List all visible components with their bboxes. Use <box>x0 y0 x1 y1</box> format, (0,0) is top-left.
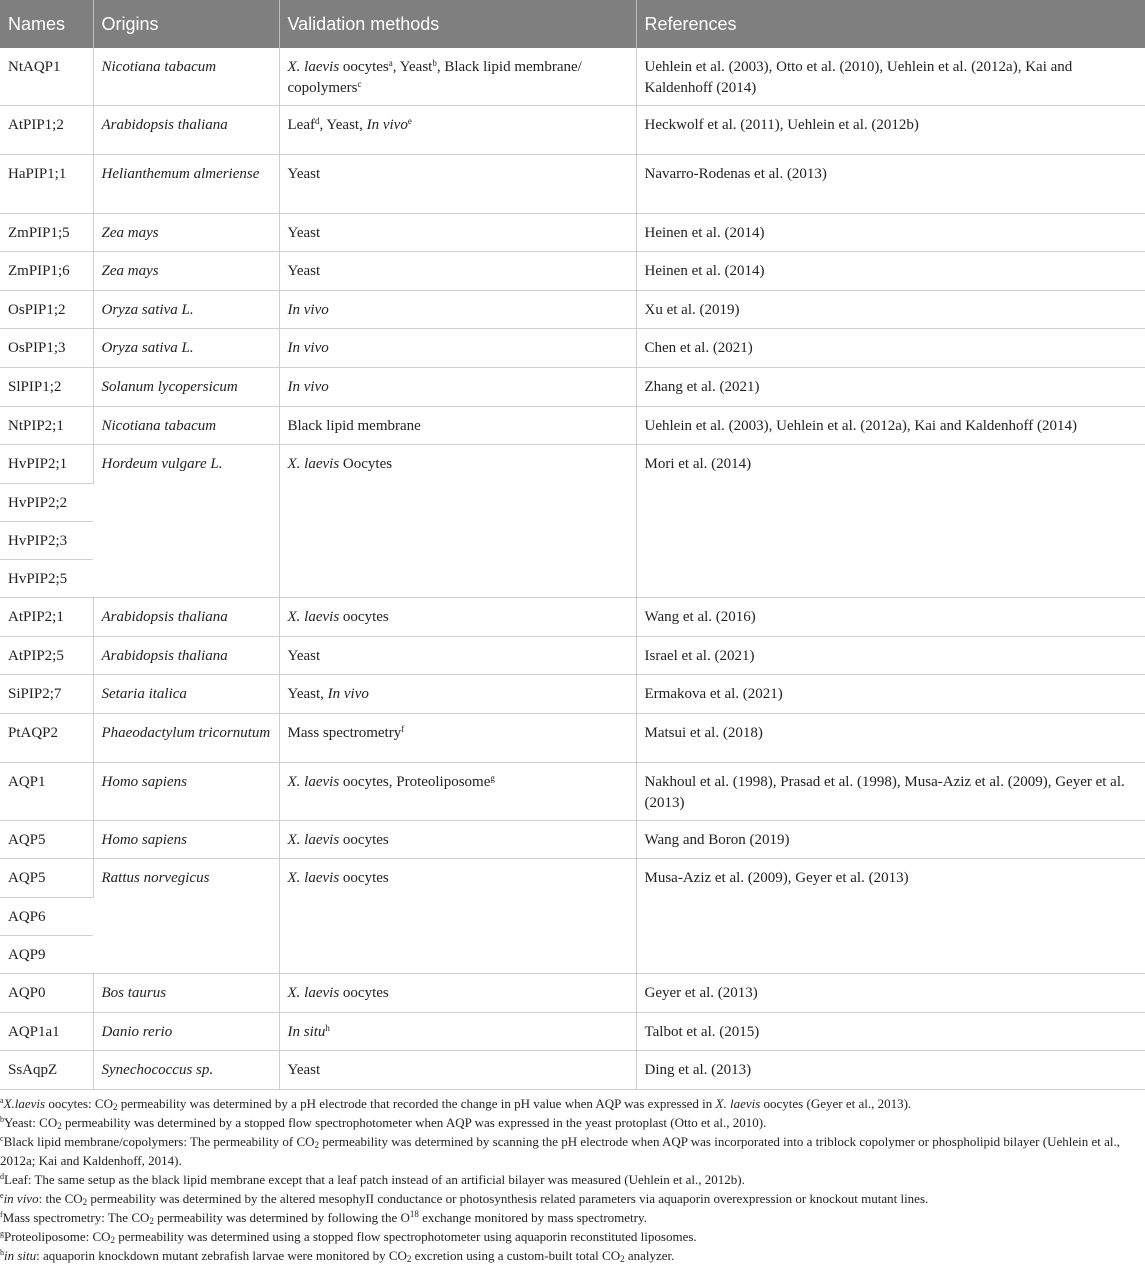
text-run: X. laevis <box>287 985 340 1001</box>
table-row <box>0 974 1145 1013</box>
cell-references: Talbot et al. (2015) <box>636 1013 1145 1051</box>
text-run: oocytes (Geyer et al., 2013). <box>760 1096 912 1111</box>
text-run: oocytes <box>339 985 389 1001</box>
text-run: Yeast <box>287 1062 321 1078</box>
text-run: Oocytes <box>339 456 393 472</box>
table-row <box>0 859 1145 898</box>
subscript: 2 <box>57 1121 62 1131</box>
cell-name: AQP9 <box>0 936 93 974</box>
cell-origin: Bos taurus <box>93 974 279 1013</box>
cell-validation-methods <box>279 974 636 1013</box>
cell-references: Mori et al. (2014) <box>636 445 1145 598</box>
cell-name: ZmPIP1;6 <box>0 252 93 291</box>
footnote <box>0 1094 1145 1113</box>
cell-origin: Nicotiana tabacum <box>93 407 279 445</box>
cell-references: Wang and Boron (2019) <box>636 821 1145 859</box>
cell-name: OsPIP1;3 <box>0 329 93 368</box>
footnote-marker: e <box>407 116 412 126</box>
text-run: in vivo <box>3 1191 39 1206</box>
cell-name: HvPIP2;5 <box>0 560 93 598</box>
cell-validation-methods <box>279 368 636 407</box>
cell-references: Uehlein et al. (2003), Uehlein et al. (2012a), Kai and Kaldenhoff (2014) <box>636 407 1145 445</box>
cell-name: AtPIP2;1 <box>0 598 93 637</box>
cell-validation-methods <box>279 1013 636 1051</box>
cell-references: Geyer et al. (2013) <box>636 974 1145 1013</box>
text-run: X. laevis <box>287 774 340 790</box>
text-run: Proteoliposome: CO <box>4 1229 111 1244</box>
subscript: 2 <box>149 1216 154 1226</box>
text-run: In vivo <box>366 117 408 133</box>
cell-origin: Nicotiana tabacum <box>93 48 279 106</box>
footnote <box>0 1189 1145 1208</box>
cell-origin: Homo sapiens <box>93 821 279 859</box>
text-run: In situ <box>287 1024 326 1040</box>
text-run: X. laevis <box>287 59 340 75</box>
table-row <box>0 155 1145 214</box>
cell-references: Heinen et al. (2014) <box>636 214 1145 252</box>
cell-validation-methods <box>279 155 636 214</box>
footnote-marker: c <box>357 79 362 89</box>
table-row <box>0 637 1145 675</box>
table-row <box>0 368 1145 407</box>
footnote-marker: d <box>314 116 320 126</box>
text-run: : the CO <box>38 1191 83 1206</box>
text-run: In vivo <box>287 379 329 395</box>
cell-references: Israel et al. (2021) <box>636 637 1145 675</box>
cell-references: Navarro-Rodenas et al. (2013) <box>636 155 1145 214</box>
table-header-row <box>0 0 1145 48</box>
footnote <box>0 1227 1145 1246</box>
header-validation-methods: Validation methods <box>279 0 636 48</box>
table-row <box>0 1013 1145 1051</box>
text-run: Yeast <box>287 225 321 241</box>
text-run: Mass spectrometry <box>287 725 402 741</box>
cell-references: Ermakova et al. (2021) <box>636 675 1145 714</box>
cell-validation-methods <box>279 675 636 714</box>
cell-name: AQP5 <box>0 859 93 898</box>
cell-references: Nakhoul et al. (1998), Prasad et al. (1998), Musa-Aziz et al. (2009), Geyer et al. (2013) <box>636 763 1145 821</box>
cell-origin: Oryza sativa L. <box>93 329 279 368</box>
cell-origin: Danio rerio <box>93 1013 279 1051</box>
footnote-marker: f <box>0 1210 3 1219</box>
cell-origin: Arabidopsis thaliana <box>93 637 279 675</box>
text-run: X. laevis <box>287 456 340 472</box>
cell-origin: Phaeodactylum tricornutum <box>93 714 279 763</box>
subscript: 2 <box>112 1102 118 1112</box>
cell-validation-methods <box>279 859 636 974</box>
cell-references: Heckwolf et al. (2011), Uehlein et al. (2012b) <box>636 106 1145 155</box>
text-run: Yeast: CO <box>4 1115 58 1130</box>
table-row <box>0 598 1145 637</box>
cell-validation-methods <box>279 714 636 763</box>
footnote-marker: f <box>401 724 405 734</box>
cell-name: HvPIP2;3 <box>0 522 93 560</box>
table-row <box>0 252 1145 291</box>
text-run: permeability was determined by a pH electrode that recorded the change in pH value when AQP was expressed in <box>117 1096 716 1111</box>
cell-origin: Arabidopsis thaliana <box>93 598 279 637</box>
table-row <box>0 48 1145 106</box>
cell-validation-methods <box>279 252 636 291</box>
footnote-marker: g <box>0 1229 4 1238</box>
text-run: excretion using a custom-built total CO <box>411 1248 621 1263</box>
cell-validation-methods <box>279 329 636 368</box>
header-references: References <box>636 0 1145 48</box>
text-run: Leaf <box>287 117 315 133</box>
text-run: permeability was determined by a stopped flow spectrophotometer when AQP was expressed in the yeast protoplast (Otto et al., 2010). <box>61 1115 767 1130</box>
text-run: , Black lipid membrane/ copolymers <box>287 59 582 96</box>
cell-name: PtAQP2 <box>0 714 93 763</box>
cell-name: HaPIP1;1 <box>0 155 93 214</box>
cell-validation-methods <box>279 821 636 859</box>
cell-name: AQP1 <box>0 763 93 821</box>
footnote-marker: 18 <box>409 1209 419 1219</box>
cell-name: AQP0 <box>0 974 93 1013</box>
cell-validation-methods <box>279 291 636 329</box>
cell-validation-methods <box>279 445 636 598</box>
table-row <box>0 106 1145 155</box>
text-run: X. laevis <box>287 832 340 848</box>
text-run: Mass spectrometry: The CO <box>2 1210 150 1225</box>
text-run: , Yeast, <box>319 117 367 133</box>
table-row <box>0 821 1145 859</box>
footnote-marker: h <box>0 1248 4 1257</box>
cell-origin: Oryza sativa L. <box>93 291 279 329</box>
cell-references: Zhang et al. (2021) <box>636 368 1145 407</box>
subscript: 2 <box>314 1140 320 1150</box>
text-run: permeability was determined by the altered mesophyII conductance or photosynthesis related parameters via aquaporin overexpression or knockout mutant lines. <box>87 1191 929 1206</box>
text-run: exchange monitored by mass spectrometry. <box>418 1210 647 1225</box>
cell-references: Heinen et al. (2014) <box>636 252 1145 291</box>
cell-name: AtPIP2;5 <box>0 637 93 675</box>
text-run: oocytes <box>339 609 389 625</box>
cell-origin: Setaria italica <box>93 675 279 714</box>
footnote-marker: b <box>0 1115 4 1124</box>
footnote-marker: e <box>0 1191 4 1200</box>
table-row <box>0 1051 1145 1090</box>
cell-origin: Zea mays <box>93 252 279 291</box>
text-run: Black lipid membrane <box>287 418 421 434</box>
cell-validation-methods <box>279 763 636 821</box>
footnote-marker: b <box>432 58 437 68</box>
footnote <box>0 1208 1145 1227</box>
text-run: oocytes <box>339 832 389 848</box>
cell-name: AQP6 <box>0 898 93 936</box>
text-run: oocytes, Proteoliposome <box>339 774 491 790</box>
text-run: oocytes: CO <box>45 1096 113 1111</box>
subscript: 2 <box>620 1254 625 1264</box>
footnotes <box>0 1090 1145 1265</box>
table-row <box>0 445 1145 484</box>
text-run: Yeast <box>287 648 321 664</box>
text-run: Yeast, <box>287 686 328 702</box>
text-run: analyzer. <box>624 1248 675 1263</box>
text-run: X. laevis <box>715 1096 761 1111</box>
cell-origin: Arabidopsis thaliana <box>93 106 279 155</box>
table-body <box>0 48 1145 1090</box>
text-run: permeability was determined by following the O <box>153 1210 410 1225</box>
text-run: In vivo <box>327 686 369 702</box>
footnote <box>0 1246 1145 1265</box>
table-row <box>0 329 1145 368</box>
cell-origin: Zea mays <box>93 214 279 252</box>
cell-name: NtPIP2;1 <box>0 407 93 445</box>
footnote <box>0 1113 1145 1132</box>
cell-name: SsAqpZ <box>0 1051 93 1090</box>
cell-references: Xu et al. (2019) <box>636 291 1145 329</box>
text-run: Yeast <box>287 263 321 279</box>
text-run: In vivo <box>287 340 329 356</box>
footnote-marker: a <box>388 58 393 68</box>
footnote <box>0 1170 1145 1189</box>
text-run: Leaf: The same setup as the black lipid membrane except that a leaf patch instead of an artificial bilayer was measured (Uehlein et al., 2012b). <box>4 1172 745 1187</box>
text-run: , Yeast <box>392 59 433 75</box>
cell-references: Musa-Aziz et al. (2009), Geyer et al. (2013) <box>636 859 1145 974</box>
text-run: permeability was determined by scanning the pH electrode when AQP was incorporated into a triblock copolymer or phospholipid bilayer (Uehlein et al., 2012a; Kai and Kaldenhoff, 2014). <box>0 1134 1120 1168</box>
subscript: 2 <box>110 1235 116 1245</box>
text-run: Black lipid membrane/copolymers: The permeability of CO <box>3 1134 315 1149</box>
text-run: in situ <box>4 1248 37 1263</box>
footnote-marker: h <box>325 1023 330 1033</box>
cell-references: Ding et al. (2013) <box>636 1051 1145 1090</box>
text-run: X.laevis <box>3 1096 46 1111</box>
cell-references: Wang et al. (2016) <box>636 598 1145 637</box>
footnote <box>0 1132 1145 1170</box>
text-run: oocytes <box>339 59 389 75</box>
header-origins: Origins <box>93 0 279 48</box>
cell-name: AtPIP1;2 <box>0 106 93 155</box>
cell-validation-methods <box>279 214 636 252</box>
text-run: permeability was determined using a stopped flow spectrophotometer using aquaporin reconstituted liposomes. <box>115 1229 697 1244</box>
cell-origin: Homo sapiens <box>93 763 279 821</box>
cell-origin: Rattus norvegicus <box>93 859 279 974</box>
cell-validation-methods <box>279 48 636 106</box>
cell-references: Uehlein et al. (2003), Otto et al. (2010), Uehlein et al. (2012a), Kai and Kaldenhoff (2014) <box>636 48 1145 106</box>
cell-name: ZmPIP1;5 <box>0 214 93 252</box>
cell-validation-methods <box>279 106 636 155</box>
subscript: 2 <box>406 1254 412 1264</box>
cell-name: AQP5 <box>0 821 93 859</box>
footnote-marker: g <box>490 773 495 783</box>
cell-validation-methods <box>279 637 636 675</box>
cell-name: SlPIP1;2 <box>0 368 93 407</box>
cell-name: HvPIP2;2 <box>0 484 93 522</box>
text-run: X. laevis <box>287 609 340 625</box>
table-row <box>0 714 1145 763</box>
cell-origin: Helianthemum almeriense <box>93 155 279 214</box>
cell-validation-methods <box>279 598 636 637</box>
table-row <box>0 763 1145 821</box>
footnote-marker: d <box>0 1172 4 1181</box>
cell-origin: Hordeum vulgare L. <box>93 445 279 598</box>
cell-name: OsPIP1;2 <box>0 291 93 329</box>
header-names: Names <box>0 0 93 48</box>
cell-validation-methods <box>279 1051 636 1090</box>
cell-name: HvPIP2;1 <box>0 445 93 484</box>
table-row <box>0 291 1145 329</box>
cell-references: Matsui et al. (2018) <box>636 714 1145 763</box>
text-run: oocytes <box>339 870 389 886</box>
cell-name: SiPIP2;7 <box>0 675 93 714</box>
text-run: X. laevis <box>287 870 340 886</box>
footnote-marker: a <box>0 1096 4 1105</box>
text-run: Yeast <box>287 166 321 182</box>
cell-origin: Synechococcus sp. <box>93 1051 279 1090</box>
table-row <box>0 214 1145 252</box>
table-row <box>0 675 1145 714</box>
cell-references: Chen et al. (2021) <box>636 329 1145 368</box>
table-row <box>0 407 1145 445</box>
cell-name: NtAQP1 <box>0 48 93 106</box>
cell-name: AQP1a1 <box>0 1013 93 1051</box>
footnote-marker: c <box>0 1134 4 1143</box>
subscript: 2 <box>82 1197 88 1207</box>
cell-origin: Solanum lycopersicum <box>93 368 279 407</box>
text-run: In vivo <box>287 302 329 318</box>
cell-validation-methods <box>279 407 636 445</box>
text-run: : aquaporin knockdown mutant zebrafish larvae were monitored by CO <box>36 1248 407 1263</box>
